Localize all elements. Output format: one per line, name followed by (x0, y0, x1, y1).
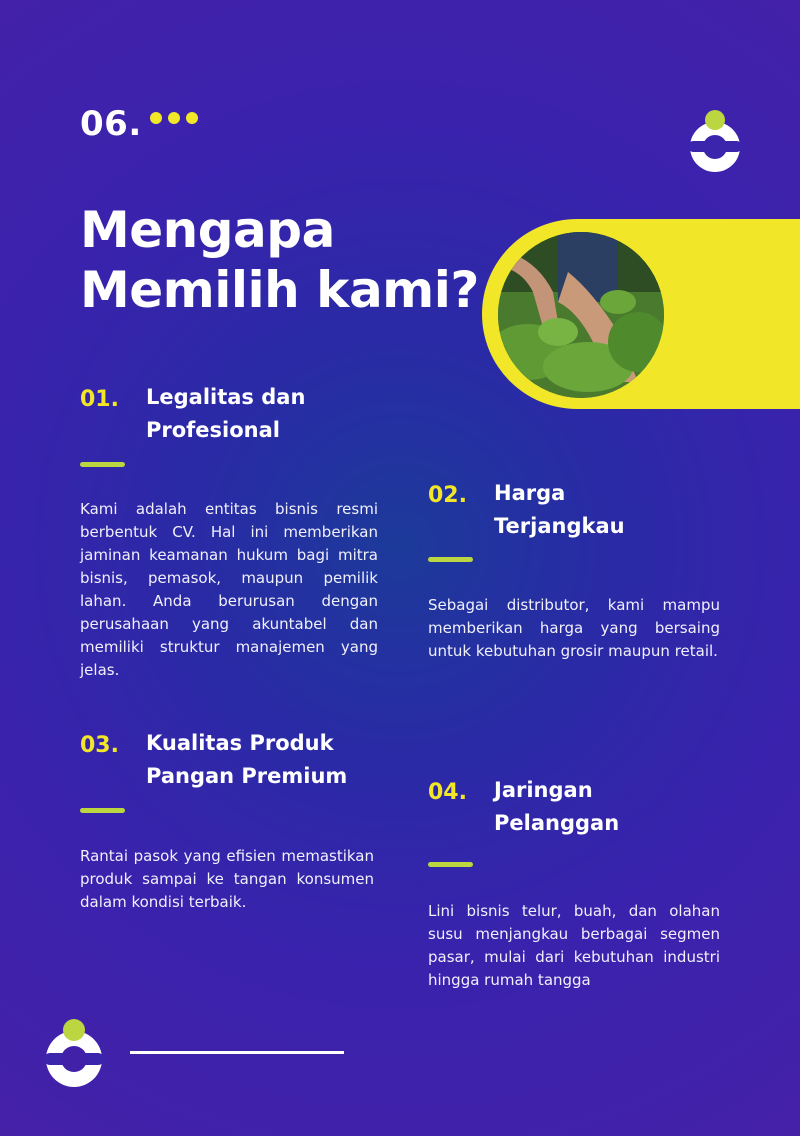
section-body: Sebagai distributor, kami mampu memberikan harga yang bersaing untuk kebutuhan grosir maupun retail. (428, 596, 720, 660)
section-divider (80, 462, 125, 467)
section-harga (428, 477, 720, 697)
section-divider (80, 808, 125, 813)
section-title: Legalitas dan Profesional (146, 385, 306, 442)
section-body: Kami adalah entitas bisnis resmi berbentuk CV. Hal ini memberikan jaminan keamanan hukum bagi mitra bisnis, pemasok, maupun pemilik lahan. Anda berurusan dengan perusahaan yang akuntabel dan memiliki struktur manajemen yang jelas. (80, 500, 378, 679)
section-divider (428, 862, 473, 867)
section-jaringan (428, 774, 720, 1004)
section-title: Jaringan Pelanggan (494, 778, 620, 835)
section-number: 01. (80, 387, 119, 412)
section-legalitas (80, 381, 380, 691)
section-title: Harga Terjangkau (494, 481, 625, 538)
logo-icon (44, 1019, 104, 1087)
section-number: 02. (428, 483, 467, 508)
section-number: 03. (80, 733, 119, 758)
tea-harvest-photo (498, 232, 664, 398)
section-title: Kualitas Produk Pangan Premium (146, 731, 348, 788)
page-number: 06. (80, 104, 142, 144)
section-divider (428, 557, 473, 562)
section-number: 04. (428, 780, 467, 805)
footer-line (130, 1051, 344, 1054)
logo-icon (688, 110, 742, 170)
section-body: Rantai pasok yang efisien memastikan produk sampai ke tangan konsumen dalam kondisi terbaik. (80, 847, 374, 911)
section-body: Lini bisnis telur, buah, dan olahan susu menjangkau berbagai segmen pasar, mulai dari kebutuhan industri hingga rumah tangga (428, 902, 720, 989)
section-kualitas (80, 727, 380, 947)
three-dots-icon (150, 112, 198, 124)
page-title: Mengapa Memilih kami? (80, 201, 479, 319)
